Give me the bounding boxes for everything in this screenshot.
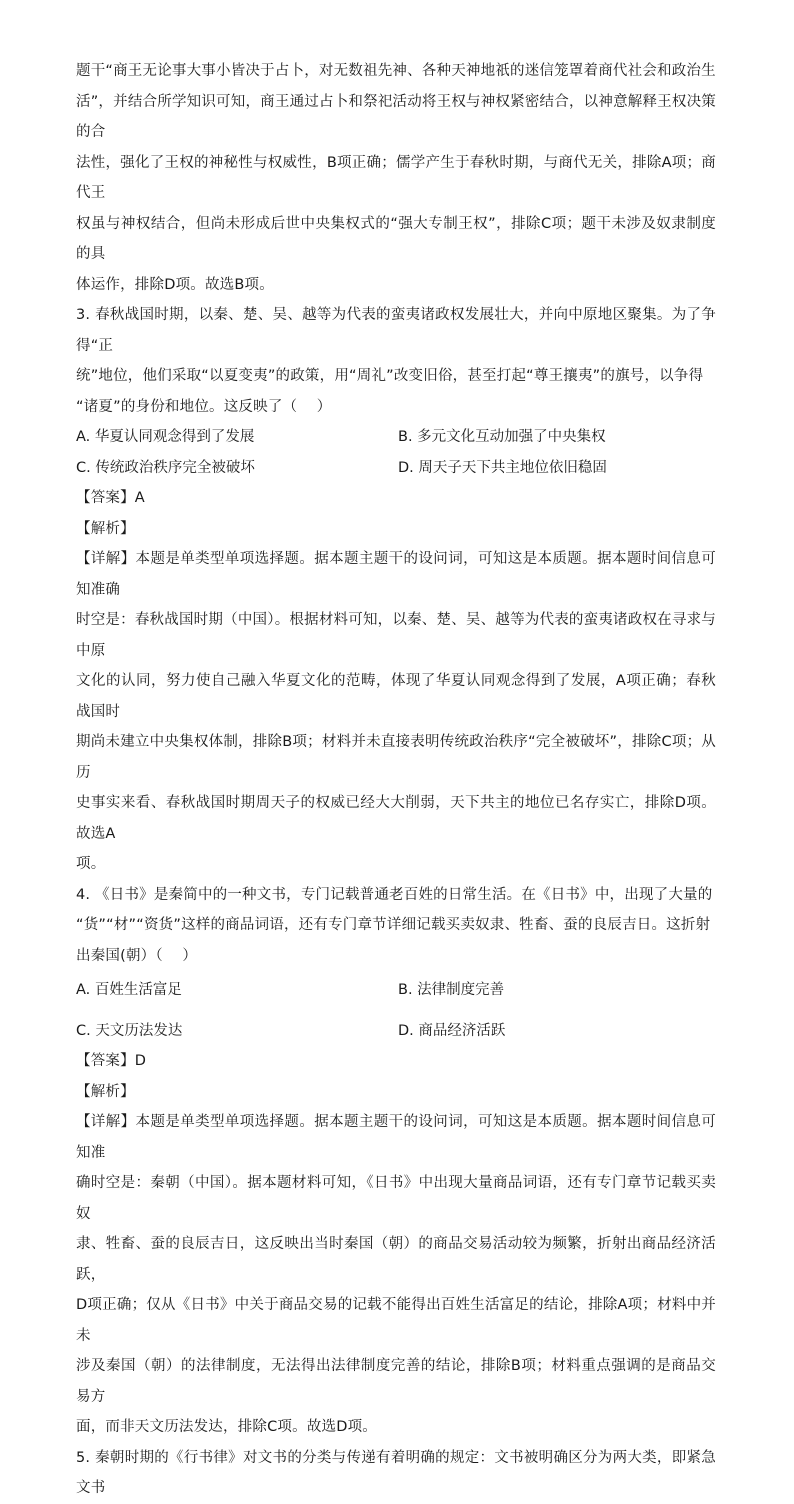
detail-line: 隶、牲畜、蚕的良辰吉日，这反映出当时秦国（朝）的商品交易活动较为频繁，折射出商品经济活跃， (76, 1236, 716, 1283)
answer-label: 【答案】D (76, 1053, 147, 1069)
option-b: B. 多元文化互动加强了中央集权 (398, 429, 606, 445)
detail-line: D项正确；仅从《日书》中关于商品交易的记载不能得出百姓生活富足的结论，排除A项；材料中并未 (76, 1297, 716, 1344)
question-stem: 4. 《日书》是秦简中的一种文书，专门记载普通老百姓的日常生活。在《日书》中，出现了大量的 (76, 886, 713, 903)
options-row (76, 453, 716, 484)
text-line: 题干“商王无论事大事小皆决于占卜，对无数祖先神、各种天神地祇的迷信笼罩着商代社会和政治生 (76, 63, 716, 79)
detail-line: 【详解】本题是单类型单项选择题。据本题主题干的设问词，可知这是本质题。据本题时间信息可知准 (76, 1114, 716, 1161)
text-line: 活”，并结合所学知识可知，商王通过占卜和祭祀活动将王权与神权紧密结合，以神意解释王权决策的合 (76, 93, 716, 140)
detail-line: 确时空是：秦朝（中国）。据本题材料可知，《日书》中出现大量商品词语，还有专门章节记载买卖奴 (76, 1175, 716, 1222)
detail-line: 文化的认同，努力使自己融入华夏文化的范畴，体现了华夏认同观念得到了发展，A项正确；春秋战国时 (76, 673, 716, 720)
analysis-label: 【解析】 (76, 520, 135, 537)
option-a: A. 华夏认同观念得到了发展 (76, 429, 255, 445)
detail-line: 史事实来看、春秋战国时期周天子的权威已经大大削弱，天下共主的地位已名存实亡，排除D项。故选A (76, 795, 716, 842)
option-c: C. 天文历法发达 (76, 1022, 183, 1039)
option-d: D. 周天子天下共主地位依旧稳固 (398, 459, 607, 476)
options-row (76, 1016, 716, 1047)
options-row (76, 975, 716, 1006)
options-row (76, 422, 716, 453)
question-5 (76, 1443, 716, 1504)
question-stem: 出秦国(朝）（ ） (76, 947, 198, 964)
text-line: 法性，强化了王权的神秘性与权威性，B项正确；儒学产生于春秋时期，与商代无关，排除A项；商代王 (76, 154, 716, 201)
question-stem: 统”地位，他们采取“以夏变夷”的政策，用“周礼”改变旧俗，甚至打起“尊王攘夷”的旗号，以争得 (76, 368, 704, 384)
text-line: 权虽与神权结合，但尚未形成后世中央集权式的“强大专制王权”，排除C项；题干未涉及奴隶制度的具 (76, 215, 716, 262)
detail-line: 期尚未建立中央集权体制，排除B项；材料并未直接表明传统政治秩序“完全被破坏”，排除C项；从历 (76, 734, 716, 781)
question-3 (76, 300, 716, 880)
document-page (76, 56, 716, 1504)
detail-line: 时空是：春秋战国时期（中国）。根据材料可知，以秦、楚、吴、越等为代表的蛮夷诸政权在寻求与中原 (76, 612, 716, 659)
detail-line: 涉及秦国（朝）的法律制度，无法得出法律制度完善的结论，排除B项；材料重点强调的是商品交易方 (76, 1358, 716, 1405)
option-c: C. 传统政治秩序完全被破坏 (76, 459, 255, 476)
option-b: B. 法律制度完善 (398, 982, 505, 998)
question-stem: 5. 秦朝时期的《行书律》对文书的分类与传递有着明确的规定：文书被明确区分为两大类，即紧急文书 (76, 1449, 716, 1496)
option-d: D. 商品经济活跃 (398, 1022, 506, 1039)
answer-label: 【答案】A (76, 490, 145, 506)
question-stem: 3. 春秋战国时期，以秦、楚、吴、越等为代表的蛮夷诸政权发展壮大，并向中原地区聚集。为了争得“正 (76, 307, 716, 354)
analysis-label: 【解析】 (76, 1083, 135, 1100)
detail-line: 【详解】本题是单类型单项选择题。据本题主题干的设问词，可知这是本质题。据本题时间信息可知准确 (76, 551, 716, 598)
question-stem: “诸夏”的身份和地位。这反映了（ ） (76, 398, 332, 415)
question-stem: “货”“材”“资货”这样的商品词语，还有专门章节详细记载买卖奴隶、牲畜、蚕的良辰吉日。这折射 (76, 917, 711, 933)
question-4 (76, 880, 716, 1443)
option-a: A. 百姓生活富足 (76, 982, 182, 998)
text-line: 体运作，排除D项。故选B项。 (76, 276, 274, 293)
previous-analysis (76, 56, 716, 300)
detail-line: 项。 (76, 856, 106, 872)
detail-line: 面，而非天文历法发达，排除C项。故选D项。 (76, 1419, 377, 1435)
